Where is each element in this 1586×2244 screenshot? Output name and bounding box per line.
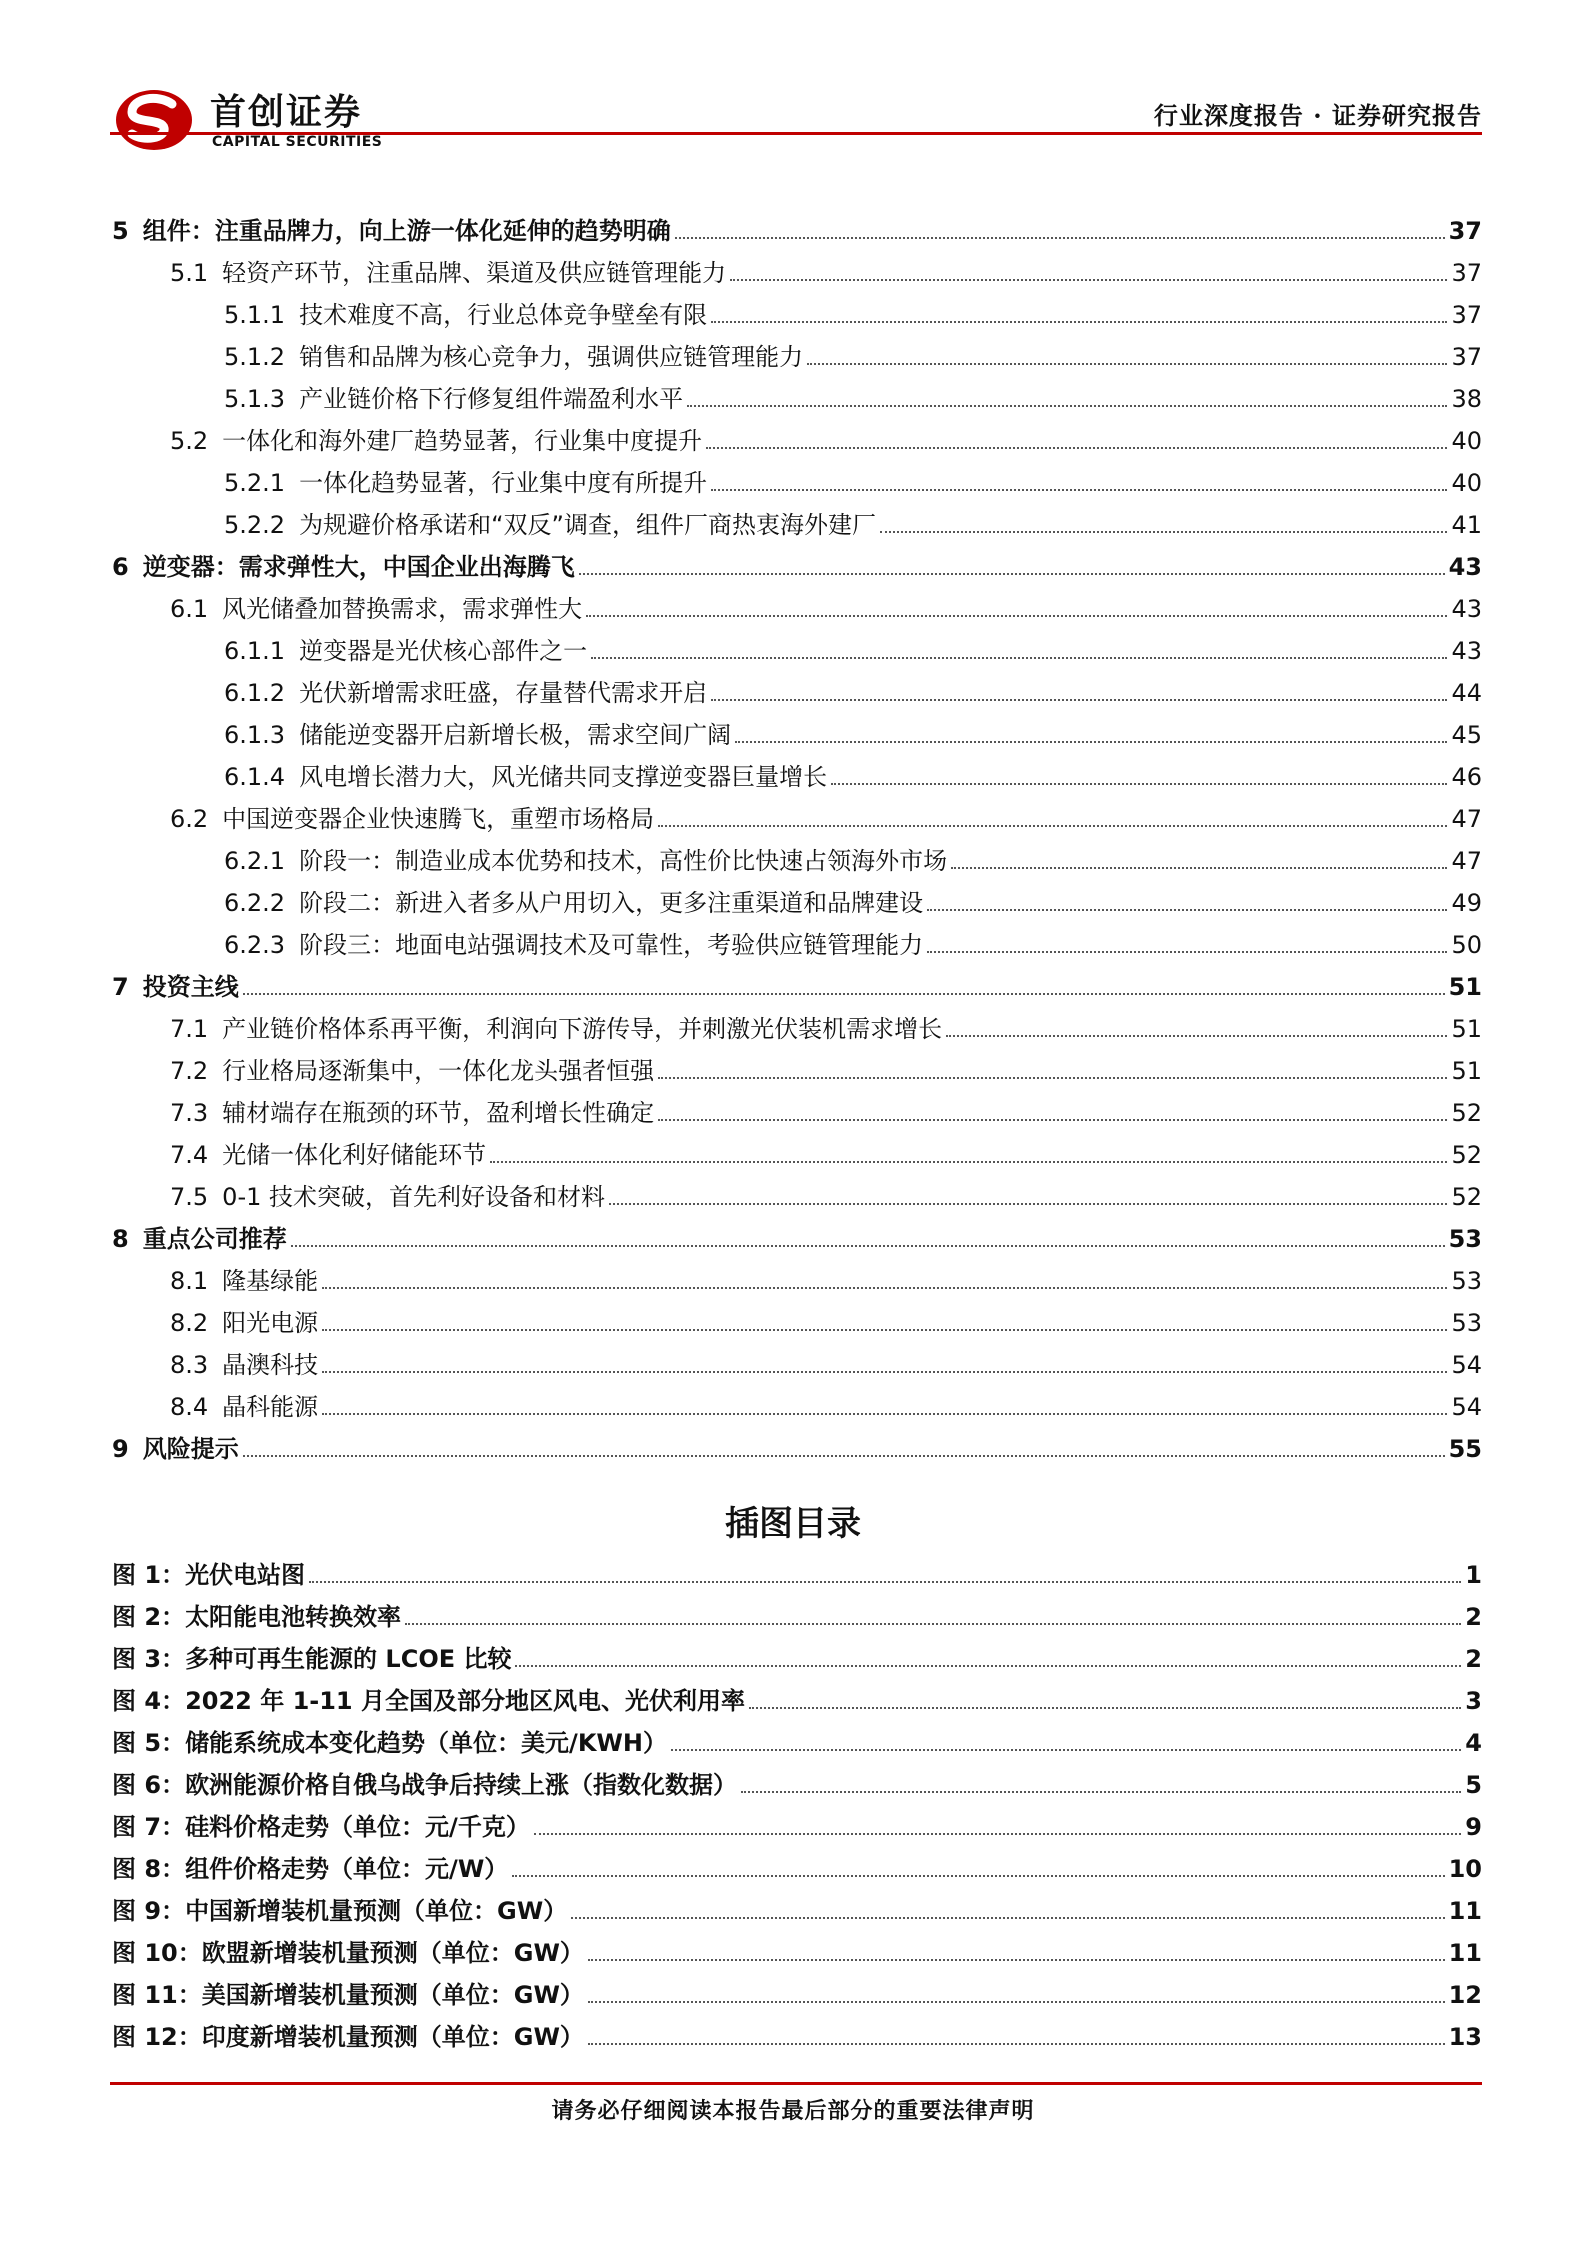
- figure-page-number: 3: [1465, 1687, 1482, 1715]
- figure-page-number: 4: [1465, 1729, 1482, 1757]
- toc-entry-number: 6.2.3: [224, 931, 286, 959]
- toc-entry-label: 一体化和海外建厂趋势显著，行业集中度提升: [222, 427, 703, 455]
- figure-title: 2022 年 1-11 月全国及部分地区风电、光伏利用率: [185, 1687, 745, 1715]
- toc-entry-label: 重点公司推荐: [142, 1225, 287, 1253]
- toc-entry-number: 5: [112, 217, 129, 245]
- toc-entry-label: 逆变器：需求弹性大，中国企业出海腾飞: [142, 553, 575, 581]
- dot-leader: [322, 1413, 1447, 1415]
- toc-entry-title: [224, 636, 587, 666]
- dot-leader: [588, 2001, 1445, 2003]
- toc-entry-number: 5.1.3: [224, 385, 286, 413]
- figure-label: 图 3：: [112, 1645, 186, 1673]
- figure-label: 图 2：: [112, 1603, 186, 1631]
- toc-entry-label: 一体化趋势显著，行业集中度有所提升: [299, 469, 708, 497]
- toc-entry[interactable]: [112, 1086, 1482, 1128]
- toc-entry-title: [224, 342, 803, 372]
- toc-entry-number: 5.1.1: [224, 301, 286, 329]
- toc-page-number: 46: [1451, 763, 1482, 791]
- figure-label: 图 4：: [112, 1687, 186, 1715]
- toc-entry-title: [224, 678, 707, 708]
- figure-title: 中国新增装机量预测（单位：GW）: [185, 1897, 568, 1925]
- toc-entry[interactable]: [112, 624, 1482, 666]
- toc-entry-label: 为规避价格承诺和“双反”调查，组件厂商热衷海外建厂: [299, 511, 876, 539]
- toc-entry-label: 辅材端存在瓶颈的环节，盈利增长性确定: [222, 1099, 655, 1127]
- toc-entry[interactable]: [112, 960, 1482, 1002]
- dot-leader: [588, 1959, 1445, 1961]
- toc-entry-title: [170, 1392, 318, 1422]
- figure-entry-title: [112, 1602, 401, 1632]
- dot-leader: [807, 363, 1447, 365]
- toc-entry-title: [224, 468, 707, 498]
- figure-page-number: 9: [1465, 1813, 1482, 1841]
- toc-entry[interactable]: [112, 456, 1482, 498]
- dot-leader: [534, 1833, 1461, 1835]
- figure-title: 印度新增装机量预测（单位：GW）: [201, 2023, 584, 2051]
- toc-entry[interactable]: [112, 1212, 1482, 1254]
- toc-entry-title: [170, 1056, 654, 1086]
- dot-leader: [735, 741, 1447, 743]
- toc-entry-title: [112, 552, 575, 582]
- table-of-contents: [112, 204, 1482, 1464]
- toc-entry[interactable]: [112, 1044, 1482, 1086]
- toc-entry-number: 7.3: [170, 1099, 209, 1127]
- dot-leader: [711, 489, 1447, 491]
- toc-page-number: 52: [1451, 1141, 1482, 1169]
- toc-entry-label: 逆变器是光伏核心部件之一: [299, 637, 588, 665]
- figure-title: 储能系统成本变化趋势（单位：美元/KWH）: [185, 1729, 667, 1757]
- toc-entry-title: [112, 972, 239, 1002]
- toc-entry-label: 轻资产环节，注重品牌、渠道及供应链管理能力: [222, 259, 727, 287]
- toc-page-number: 40: [1451, 427, 1482, 455]
- toc-entry[interactable]: [112, 372, 1482, 414]
- toc-page-number: 55: [1448, 1435, 1482, 1463]
- toc-entry-title: [224, 300, 707, 330]
- dot-leader: [291, 1245, 1445, 1247]
- toc-entry-label: 产业链价格体系再平衡，利润向下游传导，并刺激光伏装机需求增长: [222, 1015, 943, 1043]
- toc-entry-number: 5.2.1: [224, 469, 286, 497]
- dot-leader: [711, 321, 1447, 323]
- toc-entry[interactable]: [112, 288, 1482, 330]
- figure-entry[interactable]: [112, 1632, 1482, 1674]
- toc-entry-label: 光储一体化利好储能环节: [222, 1141, 487, 1169]
- dot-leader: [515, 1665, 1461, 1667]
- report-type: 行业深度报告 · 证券研究报告: [1153, 101, 1482, 130]
- toc-entry[interactable]: [112, 1338, 1482, 1380]
- figures-list: [112, 1548, 1482, 2052]
- toc-page-number: 53: [1448, 1225, 1482, 1253]
- dot-leader: [588, 2043, 1445, 2045]
- toc-entry-title: [224, 846, 947, 876]
- dot-leader: [658, 825, 1447, 827]
- toc-entry[interactable]: [112, 750, 1482, 792]
- figure-page-number: 12: [1448, 1981, 1482, 2009]
- toc-entry-number: 8.4: [170, 1393, 209, 1421]
- figure-title: 多种可再生能源的 LCOE 比较: [185, 1645, 512, 1673]
- toc-entry-label: 阳光电源: [222, 1309, 319, 1337]
- figure-title: 太阳能电池转换效率: [185, 1603, 402, 1631]
- toc-page-number: 37: [1451, 259, 1482, 287]
- toc-entry-number: 6: [112, 553, 129, 581]
- toc-page-number: 51: [1448, 973, 1482, 1001]
- figure-entry[interactable]: [112, 1842, 1482, 1884]
- toc-entry-number: 6.1.1: [224, 637, 286, 665]
- toc-entry[interactable]: [112, 330, 1482, 372]
- toc-entry[interactable]: [112, 1296, 1482, 1338]
- toc-entry-label: 光伏新增需求旺盛，存量替代需求开启: [299, 679, 708, 707]
- toc-entry-number: 6.1: [170, 595, 209, 623]
- figure-label: 图 10：: [112, 1939, 202, 1967]
- toc-entry[interactable]: [112, 876, 1482, 918]
- dot-leader: [579, 573, 1445, 575]
- toc-entry-title: [112, 216, 671, 246]
- dot-leader: [586, 615, 1447, 617]
- toc-entry[interactable]: [112, 708, 1482, 750]
- toc-entry-number: 9: [112, 1435, 129, 1463]
- figure-page-number: 2: [1465, 1645, 1482, 1673]
- toc-entry-label: 风电增长潜力大，风光储共同支撑逆变器巨量增长: [299, 763, 828, 791]
- toc-page-number: 51: [1451, 1015, 1482, 1043]
- dot-leader: [512, 1875, 1444, 1877]
- figure-label: 图 12：: [112, 2023, 202, 2051]
- dot-leader: [706, 447, 1447, 449]
- toc-entry-label: 储能逆变器开启新增长极，需求空间广阔: [299, 721, 732, 749]
- toc-entry-label: 阶段三：地面电站强调技术及可靠性，考验供应链管理能力: [299, 931, 924, 959]
- toc-entry-number: 7.2: [170, 1057, 209, 1085]
- toc-page-number: 54: [1451, 1351, 1482, 1379]
- figure-label: 图 9：: [112, 1897, 186, 1925]
- toc-entry-label: 技术难度不高，行业总体竞争壁垒有限: [299, 301, 708, 329]
- toc-page-number: 51: [1451, 1057, 1482, 1085]
- figure-entry-title: [112, 1560, 305, 1590]
- figure-title: 光伏电站图: [185, 1561, 306, 1589]
- dot-leader: [658, 1077, 1447, 1079]
- toc-entry-label: 晶科能源: [222, 1393, 319, 1421]
- figure-page-number: 13: [1448, 2023, 1482, 2051]
- toc-entry-label: 风险提示: [142, 1435, 239, 1463]
- toc-entry-number: 6.1.3: [224, 721, 286, 749]
- figure-entry-title: [112, 2022, 584, 2052]
- toc-page-number: 41: [1451, 511, 1482, 539]
- toc-page-number: 52: [1451, 1099, 1482, 1127]
- dot-leader: [730, 279, 1447, 281]
- figure-title: 美国新增装机量预测（单位：GW）: [201, 1981, 584, 2009]
- figure-label: 图 1：: [112, 1561, 186, 1589]
- toc-entry-title: [170, 1350, 318, 1380]
- toc-entry-title: [170, 1182, 605, 1212]
- toc-entry-number: 6.1.4: [224, 763, 286, 791]
- toc-entry[interactable]: [112, 414, 1482, 456]
- dot-leader: [309, 1581, 1461, 1583]
- toc-entry-number: 7: [112, 973, 129, 1001]
- toc-entry-title: [170, 1014, 942, 1044]
- figure-entry-title: [112, 1980, 584, 2010]
- toc-entry-number: 7.4: [170, 1141, 209, 1169]
- figure-entry-title: [112, 1812, 530, 1842]
- toc-page-number: 44: [1451, 679, 1482, 707]
- toc-entry-number: 6.2.1: [224, 847, 286, 875]
- figure-entry-title: [112, 1686, 745, 1716]
- toc-entry-label: 中国逆变器企业快速腾飞，重塑市场格局: [222, 805, 655, 833]
- logo-english-name: CAPITAL SECURITIES: [212, 134, 383, 150]
- toc-page-number: 53: [1451, 1309, 1482, 1337]
- dot-leader: [880, 531, 1448, 533]
- toc-entry-label: 隆基绿能: [222, 1267, 319, 1295]
- toc-entry-number: 7.5: [170, 1183, 209, 1211]
- toc-entry-number: 5.1: [170, 259, 209, 287]
- toc-page-number: 43: [1451, 637, 1482, 665]
- figure-entry[interactable]: [112, 1968, 1482, 2010]
- figure-entry-title: [112, 1938, 584, 1968]
- figure-entry[interactable]: [112, 2010, 1482, 2052]
- toc-entry[interactable]: [112, 498, 1482, 540]
- dot-leader: [571, 1917, 1444, 1919]
- toc-entry-label: 风光储叠加替换需求，需求弹性大: [222, 595, 583, 623]
- figure-title: 组件价格走势（单位：元/W）: [185, 1855, 509, 1883]
- toc-page-number: 52: [1451, 1183, 1482, 1211]
- figure-entry[interactable]: [112, 1926, 1482, 1968]
- toc-entry-number: 7.1: [170, 1015, 209, 1043]
- toc-entry-title: [224, 510, 876, 540]
- toc-entry-number: 6.1.2: [224, 679, 286, 707]
- toc-entry-label: 组件：注重品牌力，向上游一体化延伸的趋势明确: [142, 217, 671, 245]
- toc-entry-title: [224, 888, 923, 918]
- dot-leader: [658, 1119, 1447, 1121]
- toc-entry-number: 6.2.2: [224, 889, 286, 917]
- toc-entry[interactable]: [112, 246, 1482, 288]
- toc-entry-number: 8.3: [170, 1351, 209, 1379]
- toc-entry-label: 投资主线: [142, 973, 239, 1001]
- toc-entry[interactable]: [112, 666, 1482, 708]
- toc-page-number: 37: [1451, 343, 1482, 371]
- toc-entry-title: [224, 720, 731, 750]
- figure-entry[interactable]: [112, 1800, 1482, 1842]
- dot-leader: [591, 657, 1447, 659]
- figure-page-number: 11: [1448, 1939, 1482, 1967]
- toc-entry-number: 8.1: [170, 1267, 209, 1295]
- dot-leader: [243, 993, 1445, 995]
- toc-entry-title: [170, 1098, 654, 1128]
- toc-entry-label: 晶澳科技: [222, 1351, 319, 1379]
- company-logo: [114, 84, 414, 154]
- figure-entry[interactable]: [112, 1548, 1482, 1590]
- toc-entry[interactable]: [112, 1422, 1482, 1464]
- toc-page-number: 53: [1451, 1267, 1482, 1295]
- toc-entry-number: 5.2.2: [224, 511, 286, 539]
- dot-leader: [927, 951, 1447, 953]
- dot-leader: [490, 1161, 1447, 1163]
- dot-leader: [951, 867, 1447, 869]
- toc-entry[interactable]: [112, 204, 1482, 246]
- toc-page-number: 47: [1451, 847, 1482, 875]
- figure-entry[interactable]: [112, 1716, 1482, 1758]
- dot-leader: [405, 1623, 1461, 1625]
- toc-entry[interactable]: [112, 1380, 1482, 1422]
- toc-entry[interactable]: [112, 1002, 1482, 1044]
- toc-entry[interactable]: [112, 582, 1482, 624]
- toc-entry-title: [170, 258, 726, 288]
- figure-entry-title: [112, 1644, 511, 1674]
- toc-entry-title: [170, 1140, 486, 1170]
- toc-entry[interactable]: [112, 834, 1482, 876]
- toc-entry[interactable]: [112, 1170, 1482, 1212]
- figure-label: 图 11：: [112, 1981, 202, 2009]
- logo-chinese-name: 首创证券: [210, 92, 363, 133]
- toc-entry-number: 8: [112, 1225, 129, 1253]
- figure-label: 图 7：: [112, 1813, 186, 1841]
- toc-entry-label: 产业链价格下行修复组件端盈利水平: [299, 385, 684, 413]
- dot-leader: [927, 909, 1447, 911]
- dot-leader: [671, 1749, 1461, 1751]
- toc-entry-label: 销售和品牌为核心竞争力，强调供应链管理能力: [299, 343, 804, 371]
- figure-entry[interactable]: [112, 1758, 1482, 1800]
- figure-page-number: 11: [1448, 1897, 1482, 1925]
- figure-entry-title: [112, 1728, 667, 1758]
- toc-entry-label: 阶段一：制造业成本优势和技术，高性价比快速占领海外市场: [299, 847, 948, 875]
- dot-leader: [322, 1329, 1447, 1331]
- figure-label: 图 8：: [112, 1855, 186, 1883]
- toc-entry-number: 6.2: [170, 805, 209, 833]
- figure-page-number: 1: [1465, 1561, 1482, 1589]
- toc-entry[interactable]: [112, 792, 1482, 834]
- toc-page-number: 37: [1448, 217, 1482, 245]
- toc-page-number: 47: [1451, 805, 1482, 833]
- figure-title: 欧盟新增装机量预测（单位：GW）: [201, 1939, 584, 1967]
- toc-entry-title: [112, 1434, 239, 1464]
- figure-entry-title: [112, 1770, 737, 1800]
- toc-page-number: 37: [1451, 301, 1482, 329]
- toc-entry-title: [112, 1224, 287, 1254]
- figure-entry[interactable]: [112, 1590, 1482, 1632]
- toc-entry-title: [170, 804, 654, 834]
- toc-entry-label: 阶段二：新进入者多从户用切入，更多注重渠道和品牌建设: [299, 889, 924, 917]
- toc-entry-title: [224, 384, 683, 414]
- legal-notice: 请务必仔细阅读本报告最后部分的重要法律声明: [551, 2098, 1035, 2124]
- toc-entry-title: [224, 762, 827, 792]
- figure-entry[interactable]: [112, 1674, 1482, 1716]
- toc-entry[interactable]: [112, 1128, 1482, 1170]
- toc-page-number: 49: [1451, 889, 1482, 917]
- toc-entry[interactable]: [112, 918, 1482, 960]
- toc-entry-number: 5.1.2: [224, 343, 286, 371]
- toc-page-number: 43: [1448, 553, 1482, 581]
- toc-entry-label: 0-1 技术突破，首先利好设备和材料: [222, 1183, 605, 1211]
- figure-page-number: 2: [1465, 1603, 1482, 1631]
- toc-page-number: 54: [1451, 1393, 1482, 1421]
- figure-entry[interactable]: [112, 1884, 1482, 1926]
- toc-page-number: 45: [1451, 721, 1482, 749]
- dot-leader: [946, 1035, 1447, 1037]
- toc-entry[interactable]: [112, 540, 1482, 582]
- toc-entry-number: 5.2: [170, 427, 209, 455]
- capital-securities-logo-icon: [114, 84, 198, 154]
- toc-entry-title: [170, 426, 702, 456]
- toc-entry-title: [170, 594, 582, 624]
- toc-page-number: 43: [1451, 595, 1482, 623]
- toc-entry-title: [170, 1308, 318, 1338]
- toc-page-number: 40: [1451, 469, 1482, 497]
- toc-page-number: 50: [1451, 931, 1482, 959]
- dot-leader: [711, 699, 1447, 701]
- toc-entry[interactable]: [112, 1254, 1482, 1296]
- figure-page-number: 5: [1465, 1771, 1482, 1799]
- figure-entry-title: [112, 1896, 567, 1926]
- figure-entry-title: [112, 1854, 508, 1884]
- dot-leader: [609, 1203, 1447, 1205]
- figure-label: 图 6：: [112, 1771, 186, 1799]
- figure-page-number: 10: [1448, 1855, 1482, 1883]
- dot-leader: [749, 1707, 1461, 1709]
- header-divider: [110, 132, 1482, 135]
- figure-label: 图 5：: [112, 1729, 186, 1757]
- dot-leader: [831, 783, 1447, 785]
- figures-list-title: 插图目录: [725, 1504, 861, 1544]
- toc-page-number: 38: [1451, 385, 1482, 413]
- dot-leader: [322, 1287, 1447, 1289]
- dot-leader: [243, 1455, 1445, 1457]
- page-header: [110, 78, 1482, 154]
- figure-title: 硅料价格走势（单位：元/千克）: [185, 1813, 530, 1841]
- toc-entry-number: 8.2: [170, 1309, 209, 1337]
- dot-leader: [687, 405, 1447, 407]
- footer-divider: [110, 2082, 1482, 2085]
- toc-entry-title: [170, 1266, 318, 1296]
- toc-entry-label: 行业格局逐渐集中，一体化龙头强者恒强: [222, 1057, 655, 1085]
- toc-entry-title: [224, 930, 923, 960]
- dot-leader: [675, 237, 1445, 239]
- dot-leader: [741, 1791, 1461, 1793]
- figure-title: 欧洲能源价格自俄乌战争后持续上涨（指数化数据）: [185, 1771, 738, 1799]
- dot-leader: [322, 1371, 1447, 1373]
